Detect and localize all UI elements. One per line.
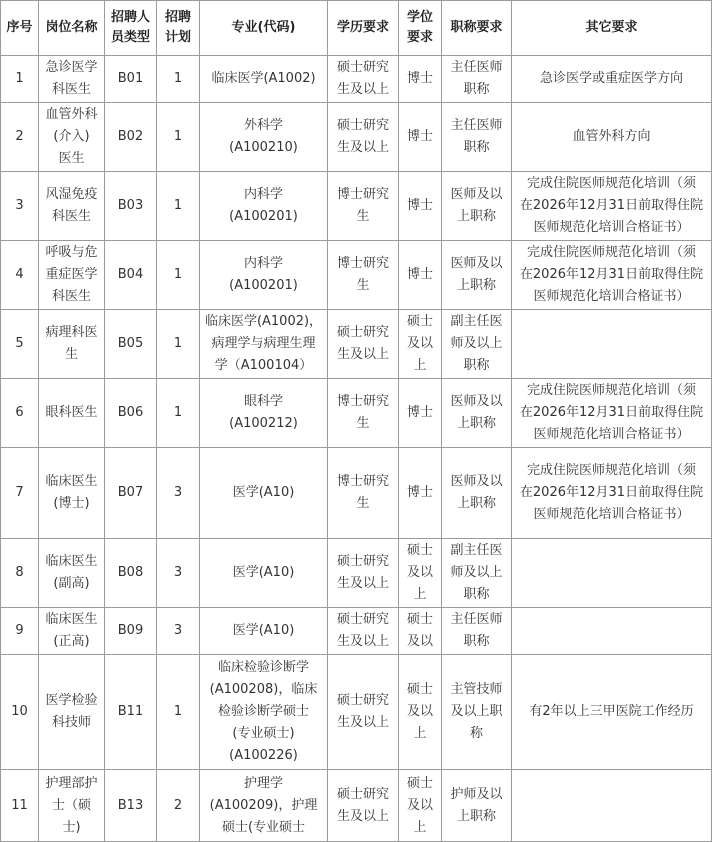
position-name [39, 608, 105, 655]
staff-type [105, 172, 157, 241]
table-row [1, 103, 712, 172]
specialty-code-text: 临床检验诊断学 (A100208)，临床 检验诊断学硕士 (专业硕士) (A100226) [209, 660, 318, 763]
title-requirement [442, 241, 512, 310]
degree-requirement [399, 539, 442, 608]
staff-type [105, 241, 157, 310]
education-requirement-text: 博士研究 生 [336, 187, 389, 224]
position-name [39, 172, 105, 241]
specialty-code [200, 379, 328, 448]
hiring-plan-text: 3 [173, 623, 183, 638]
degree-requirement [399, 56, 442, 103]
other-requirement [512, 539, 712, 608]
title-requirement-text: 医师及以 上职称 [450, 394, 503, 431]
specialty-code-text: 内科学 (A100201) [229, 256, 298, 293]
degree-requirement [399, 379, 442, 448]
hiring-plan-text: 1 [173, 336, 183, 351]
hiring-plan-text: 3 [173, 565, 183, 580]
education-requirement [328, 379, 399, 448]
table-row [1, 379, 712, 448]
hiring-plan-text: 1 [173, 129, 183, 144]
header-other: 其它要求 [512, 1, 712, 56]
education-requirement [328, 448, 399, 539]
hiring-plan [157, 448, 200, 539]
row-number-text: 9 [15, 623, 24, 638]
degree-requirement-text: 博士 [406, 198, 433, 213]
degree-requirement [399, 241, 442, 310]
specialty-code [200, 608, 328, 655]
education-requirement [328, 56, 399, 103]
title-requirement-text: 副主任医 师及以上 职称 [450, 314, 503, 373]
education-requirement-text: 硕士研究 生及以上 [336, 612, 389, 649]
degree-requirement-text: 硕士 及以 上 [406, 682, 433, 741]
position-name-text: 风湿免疫 科医生 [45, 187, 98, 224]
row-number-text: 4 [15, 267, 24, 282]
specialty-code [200, 539, 328, 608]
other-requirement-text: 完成住院医师规范化培训（须 在2026年12月31日前取得住院 医师规范化培训合格证书） [519, 176, 704, 235]
specialty-code [200, 241, 328, 310]
title-requirement [442, 608, 512, 655]
table-row [1, 172, 712, 241]
position-name [39, 379, 105, 448]
other-requirement [512, 608, 712, 655]
title-requirement [442, 379, 512, 448]
education-requirement-text: 硕士研究 生及以上 [336, 118, 389, 155]
hiring-plan [157, 608, 200, 655]
table-row [1, 655, 712, 770]
row-number [1, 770, 39, 842]
header-position: 岗位名称 [39, 1, 105, 56]
table-row [1, 310, 712, 379]
title-requirement-text: 主任医师 职称 [450, 60, 503, 97]
other-requirement [512, 172, 712, 241]
education-requirement [328, 539, 399, 608]
hiring-plan [157, 241, 200, 310]
education-requirement [328, 770, 399, 842]
other-requirement-text: 完成住院医师规范化培训（须 在2026年12月31日前取得住院 医师规范化培训合格证书） [519, 383, 704, 442]
position-name [39, 770, 105, 842]
education-requirement-text: 硕士研究 生及以上 [336, 786, 389, 824]
degree-requirement [399, 770, 442, 842]
header-plan: 招聘 计划 [157, 1, 200, 56]
degree-requirement [399, 310, 442, 379]
row-number-text: 11 [11, 797, 28, 813]
title-requirement [442, 448, 512, 539]
staff-type-text: B13 [117, 797, 144, 813]
position-name-text: 临床医生 (正高) [45, 612, 98, 649]
hiring-plan [157, 172, 200, 241]
education-requirement-text: 博士研究 生 [336, 474, 389, 511]
table-row [1, 539, 712, 608]
staff-type-text: B11 [117, 704, 144, 719]
staff-type-text: B05 [117, 336, 144, 351]
position-name [39, 655, 105, 770]
row-number-text: 10 [11, 704, 28, 719]
position-name-text: 医学检验 科技师 [45, 693, 98, 730]
row-number [1, 172, 39, 241]
row-number [1, 448, 39, 539]
specialty-code-text: 医学(A10) [232, 565, 295, 580]
row-number [1, 103, 39, 172]
staff-type [105, 608, 157, 655]
specialty-code-text: 外科学 (A100210) [229, 118, 298, 155]
hiring-plan-text: 1 [173, 267, 183, 282]
position-name-text: 临床医生 (副高) [45, 554, 98, 591]
staff-type [105, 655, 157, 770]
title-requirement [442, 539, 512, 608]
other-requirement [512, 56, 712, 103]
degree-requirement [399, 103, 442, 172]
staff-type [105, 56, 157, 103]
row-number [1, 655, 39, 770]
degree-requirement-text: 硕士 及以 上 [406, 543, 433, 602]
title-requirement [442, 770, 512, 842]
row-number [1, 310, 39, 379]
other-requirement-text: 血管外科方向 [572, 129, 651, 144]
specialty-code-text: 眼科学 (A100212) [229, 394, 298, 431]
header-title-req: 职称要求 [442, 1, 512, 56]
row-number-text: 6 [15, 405, 24, 420]
position-name-text: 护理部护 士（硕 士) [45, 775, 98, 835]
staff-type [105, 539, 157, 608]
title-requirement [442, 310, 512, 379]
degree-requirement [399, 655, 442, 770]
staff-type-text: B04 [117, 267, 144, 282]
position-name [39, 241, 105, 310]
header-row [1, 1, 712, 56]
row-number-text: 3 [15, 198, 24, 213]
hiring-plan [157, 770, 200, 842]
specialty-code-text: 护理学 (A100209)，护理 硕士(专业硕士 [209, 775, 318, 835]
staff-type [105, 379, 157, 448]
position-name [39, 310, 105, 379]
hiring-plan-text: 1 [173, 198, 183, 213]
position-name-text: 急诊医学 科医生 [45, 60, 98, 97]
specialty-code [200, 655, 328, 770]
position-name [39, 56, 105, 103]
title-requirement-text: 副主任医 师及以上 职称 [450, 543, 503, 602]
specialty-code [200, 770, 328, 842]
staff-type-text: B09 [117, 623, 144, 638]
hiring-plan-text: 2 [173, 797, 183, 813]
other-requirement [512, 103, 712, 172]
other-requirement [512, 655, 712, 770]
education-requirement [328, 310, 399, 379]
title-requirement-text: 医师及以 上职称 [450, 187, 503, 224]
education-requirement-text: 硕士研究 生及以上 [336, 60, 389, 97]
education-requirement [328, 608, 399, 655]
title-requirement-text: 主任医师 职称 [450, 118, 503, 155]
other-requirement [512, 770, 712, 842]
other-requirement-text: 急诊医学或重症医学方向 [539, 71, 683, 86]
row-number [1, 56, 39, 103]
position-name-text: 呼吸与危 重症医学 科医生 [45, 245, 98, 304]
education-requirement [328, 241, 399, 310]
row-number-text: 7 [15, 485, 24, 500]
other-requirement [512, 241, 712, 310]
staff-type-text: B08 [117, 565, 144, 580]
position-name-text: 眼科医生 [45, 405, 98, 420]
title-requirement-text: 主管技师 及以上职 称 [450, 682, 503, 741]
specialty-code-text: 医学(A10) [232, 623, 295, 638]
title-requirement-text: 医师及以 上职称 [450, 256, 503, 293]
position-name-text: 血管外科 (介入) 医生 [45, 107, 98, 166]
specialty-code-text: 临床医学(A1002) [211, 71, 316, 86]
specialty-code-text: 内科学 (A100201) [229, 187, 298, 224]
row-number-text: 1 [15, 71, 24, 86]
hiring-plan-text: 1 [173, 704, 183, 719]
staff-type-text: B01 [117, 71, 144, 86]
position-name [39, 539, 105, 608]
row-number [1, 379, 39, 448]
table-row [1, 56, 712, 103]
header-type: 招聘人 员类型 [105, 1, 157, 56]
row-number-text: 2 [15, 129, 24, 144]
degree-requirement-text: 博士 [406, 129, 433, 144]
specialty-code-text: 临床医学(A1002)， 病理学与病理生理 学（A100104） [204, 314, 323, 373]
degree-requirement-text: 博士 [406, 71, 433, 86]
header-specialty: 专业(代码) [200, 1, 328, 56]
education-requirement-text: 硕士研究 生及以上 [336, 325, 389, 362]
hiring-plan-text: 3 [173, 485, 183, 500]
hiring-plan [157, 539, 200, 608]
degree-requirement-text: 博士 [406, 485, 433, 500]
hiring-plan [157, 56, 200, 103]
education-requirement [328, 172, 399, 241]
degree-requirement-text: 博士 [406, 267, 433, 282]
row-number [1, 241, 39, 310]
specialty-code [200, 56, 328, 103]
header-degree: 学位 要求 [399, 1, 442, 56]
staff-type [105, 448, 157, 539]
staff-type [105, 770, 157, 842]
degree-requirement-text: 硕士 及以 上 [406, 314, 433, 373]
title-requirement-text: 护师及以 上职称 [450, 786, 503, 824]
header-education: 学历要求 [328, 1, 399, 56]
table-row [1, 608, 712, 655]
title-requirement [442, 655, 512, 770]
degree-requirement [399, 172, 442, 241]
other-requirement [512, 379, 712, 448]
specialty-code [200, 448, 328, 539]
education-requirement-text: 博士研究 生 [336, 256, 389, 293]
title-requirement [442, 103, 512, 172]
hiring-plan-text: 1 [173, 71, 183, 86]
hiring-plan [157, 655, 200, 770]
other-requirement-text: 完成住院医师规范化培训（须 在2026年12月31日前取得住院 医师规范化培训合格证书） [519, 463, 704, 522]
header-no: 序号 [1, 1, 39, 56]
row-number-text: 8 [15, 565, 24, 580]
specialty-code [200, 103, 328, 172]
staff-type [105, 103, 157, 172]
other-requirement-text: 有2年以上三甲医院工作经历 [529, 704, 694, 719]
staff-type-text: B03 [117, 198, 144, 213]
specialty-code-text: 医学(A10) [232, 485, 295, 500]
hiring-plan [157, 310, 200, 379]
degree-requirement [399, 608, 442, 655]
hiring-plan-text: 1 [173, 405, 183, 420]
other-requirement-text: 完成住院医师规范化培训（须 在2026年12月31日前取得住院 医师规范化培训合格证书） [519, 245, 704, 304]
education-requirement-text: 硕士研究 生及以上 [336, 554, 389, 591]
position-name [39, 103, 105, 172]
specialty-code [200, 172, 328, 241]
education-requirement [328, 655, 399, 770]
table-row [1, 448, 712, 539]
table-row [1, 241, 712, 310]
title-requirement [442, 56, 512, 103]
education-requirement-text: 硕士研究 生及以上 [336, 693, 389, 730]
hiring-plan [157, 103, 200, 172]
staff-type-text: B02 [117, 129, 144, 144]
specialty-code [200, 310, 328, 379]
staff-type-text: B07 [117, 485, 144, 500]
hiring-plan [157, 379, 200, 448]
title-requirement-text: 医师及以 上职称 [450, 474, 503, 511]
title-requirement [442, 172, 512, 241]
education-requirement [328, 103, 399, 172]
education-requirement-text: 博士研究 生 [336, 394, 389, 431]
position-name [39, 448, 105, 539]
title-requirement-text: 主任医师 职称 [450, 612, 503, 649]
other-requirement [512, 448, 712, 539]
staff-type [105, 310, 157, 379]
position-name-text: 临床医生 (博士) [45, 474, 98, 511]
table-row [1, 770, 712, 842]
row-number [1, 608, 39, 655]
staff-type-text: B06 [117, 405, 144, 420]
degree-requirement-text: 硕士 及以 [406, 612, 433, 649]
row-number-text: 5 [15, 336, 24, 351]
degree-requirement [399, 448, 442, 539]
degree-requirement-text: 博士 [406, 405, 433, 420]
row-number [1, 539, 39, 608]
degree-requirement-text: 硕士 及以 上 [406, 775, 433, 835]
other-requirement [512, 310, 712, 379]
position-name-text: 病理科医 生 [45, 325, 98, 362]
